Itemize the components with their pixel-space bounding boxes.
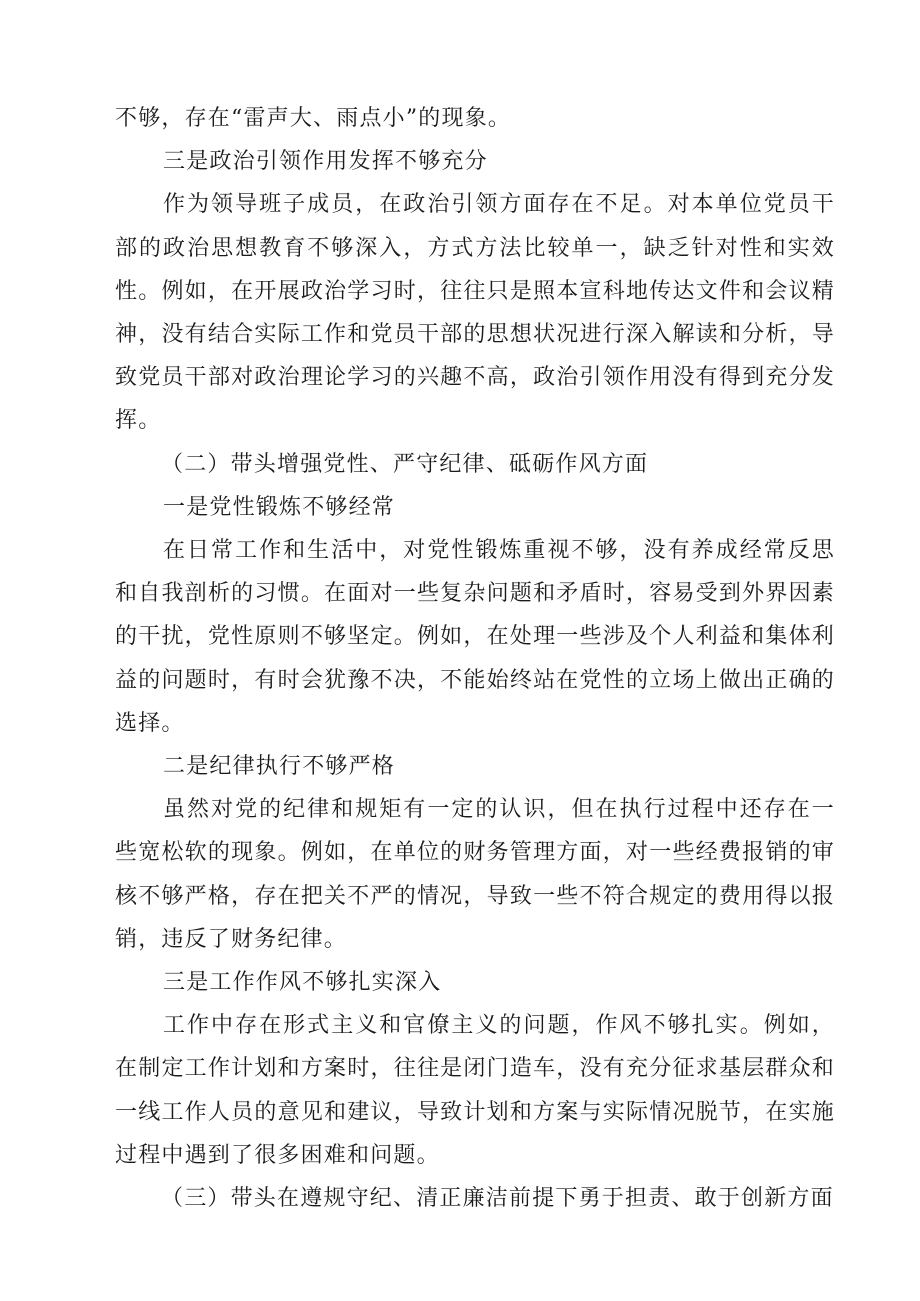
subheading-political-leadership: 三是政治引领作用发挥不够充分 xyxy=(163,149,488,175)
paragraph-discipline: 虽然对党的纪律和规矩有一定的认识，但在执行过程中还存在一些宽松软的现象。例如，在单位的财务管理方面，对一些经费报销的审核不够严格，存在把关不严的情况，导致一些不符合规定的费用得以报销，违反了财务纪律。 xyxy=(115,797,835,952)
subheading-work-style: 三是工作作风不够扎实深入 xyxy=(163,970,442,996)
paragraph-political-leadership: 作为领导班子成员，在政治引领方面存在不足。对本单位党员干部的政治思想教育不够深入，方式方法比较单一，缺乏针对性和实效性。例如，在开展政治学习时，往往只是照本宣科地传达文件和会议精神，没有结合实际工作和党员干部的思想状况进行深入解读和分析，导致党员干部对政治理论学习的兴趣不高，政治引领作用没有得到充分发挥。 xyxy=(115,192,835,434)
document-body xyxy=(115,97,835,1220)
paragraph-continued: 不够，存在“雷声大、雨点小”的现象。 xyxy=(115,106,512,131)
paragraph-party-spirit: 在日常工作和生活中，对党性锻炼重视不够，没有养成经常反思和自我剖析的习惯。在面对一些复杂问题和矛盾时，容易受到外界因素的干扰，党性原则不够坚定。例如，在处理一些涉及个人利益和集体利益的问题时，有时会犹豫不决，不能始终站在党性的立场上做出正确的选择。 xyxy=(115,538,835,736)
subheading-discipline: 二是纪律执行不够严格 xyxy=(163,754,396,780)
section-heading-3: （三）带头在遵规守纪、清正廉洁前提下勇于担责、敢于创新方面 xyxy=(161,1186,834,1212)
subheading-party-spirit: 一是党性锻炼不够经常 xyxy=(163,494,396,520)
paragraph-work-style: 工作中存在形式主义和官僚主义的问题，作风不够扎实。例如，在制定工作计划和方案时，往往是闭门造车，没有充分征求基层群众和一线工作人员的意见和建议，导致计划和方案与实际情况脱节，在实施过程中遇到了很多困难和问题。 xyxy=(115,1013,835,1168)
section-heading-2: （二）带头增强党性、严守纪律、砥砺作风方面 xyxy=(161,451,649,477)
